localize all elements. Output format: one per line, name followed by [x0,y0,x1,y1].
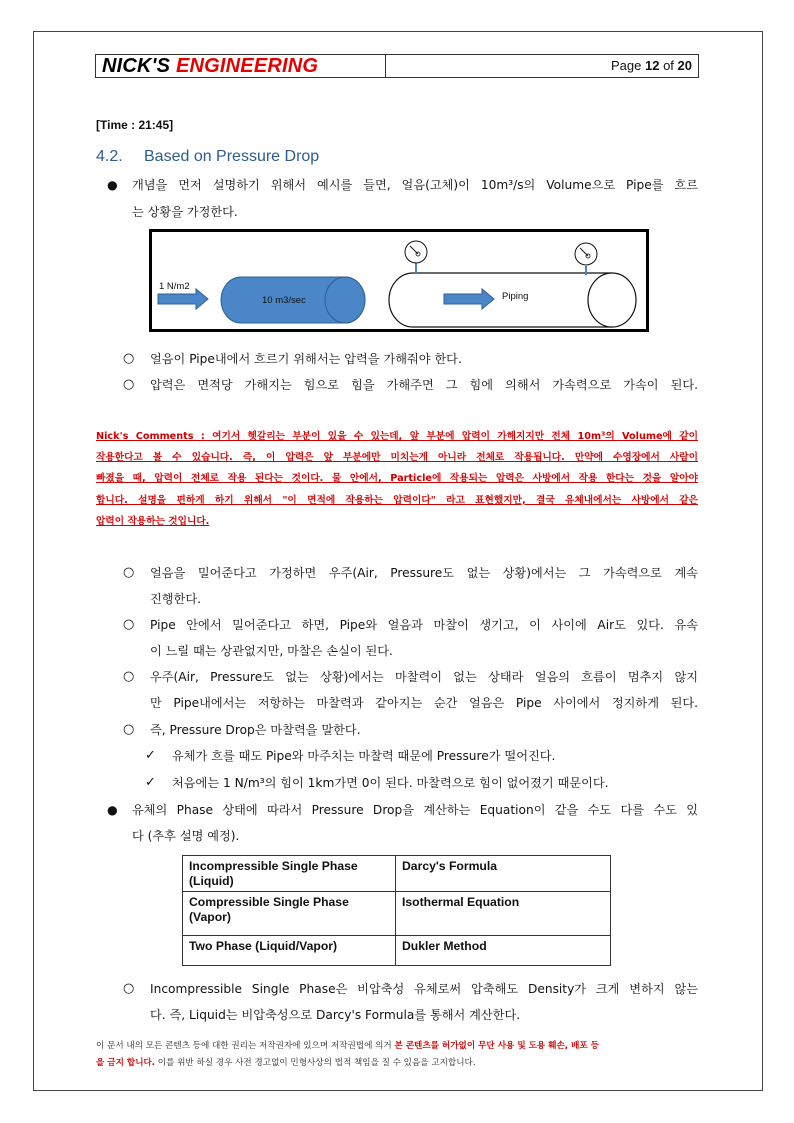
piping-label: Piping [502,291,529,302]
timestamp: [Time : 21:45] [96,118,174,132]
section-heading [96,148,319,166]
pipe-body [389,273,612,327]
pressure-gauge-icon [405,241,427,273]
table-row [183,856,611,892]
page-of: of [663,58,674,73]
phase-equation-table [182,855,611,966]
checkmark-icon: ✓ [145,775,156,790]
section-number: 4.2. [96,148,123,165]
page-total: 20 [677,58,692,73]
point-4-line-2: 이 느릴 때는 상관없지만, 마찰은 손실이 된다. [150,644,393,658]
phase-line-1: 유체의 Phase 상태에 따라서 Pressure Drop을 계산하는 Equation이 같을 수도 다를 수도 있 [132,803,698,817]
bullet-icon: ● [107,178,118,192]
footer-text-2: 이를 위반 하실 경우 사전 경고없이 민형사상의 법적 책임을 질 수 있음을 고지합니다. [155,1058,476,1068]
footer-warning-2: 을 금지 합니다. [96,1058,156,1068]
brand-logo [96,55,386,77]
circle-bullet-icon: ○ [123,565,135,580]
brand-name-part1: NICK'S [102,55,171,77]
table-cell-phase: Two Phase (Liquid/Vapor) [183,935,396,965]
page-current: 12 [644,58,660,73]
point-6: 즉, Pressure Drop은 마찰력을 말한다. [150,723,361,737]
point-3-line-2: 진행한다. [150,592,201,606]
pressure-label: 1 N/m2 [159,281,190,292]
ice-cylinder-end [325,277,365,323]
check-2: 처음에는 1 N/m³의 힘이 1km가면 0이 된다. 마찰력으로 힘이 없어졌기 때문이다. [172,776,609,790]
pipe-flow-diagram [149,229,649,332]
nicks-comments [96,426,698,532]
comment-line: 빠졌을 때, 압력이 전체로 작용 된다는 것이다. 물 안에서, Particle에 작용되는 압력은 사방에서 작용 한다는 것을 알아야 [96,473,698,485]
table-cell-phase: Incompressible Single Phase (Liquid) [183,856,396,892]
bullet-icon: ● [107,803,118,817]
table-cell-phase: Compressible Single Phase (Vapor) [183,892,396,935]
point-1: 얼음이 Pipe내에서 흐르기 위해서는 압력을 가해줘야 한다. [150,352,462,366]
checkmark-icon: ✓ [145,748,156,763]
circle-bullet-icon: ○ [123,617,135,632]
page-indicator [386,55,698,77]
circle-bullet-icon: ○ [123,722,135,737]
circle-bullet-icon: ○ [123,981,135,996]
volume-label: 10 m3/sec [262,295,306,306]
point-5-line-1: 우주(Air, Pressure도 없는 상황)에서는 마찰력이 없는 상태라 얼음의 흐름이 멈추지 않지 [150,670,698,684]
section-title: Based on Pressure Drop [144,148,320,165]
pipe-end [588,273,636,327]
comment-line: Nick's Comments : 여기서 헷갈리는 부분이 있을 수 있는데, 앞 부분에 압력이 가해지지만 전체 10m³의 Volume에 같이 [96,431,698,442]
flow-arrow-icon [444,289,494,309]
point-2: 압력은 면적당 가해지는 힘으로 힘을 가해주면 그 힘에 의해서 가속력으로 가속이 된다. [150,378,698,392]
brand-name-part2: ENGINEERING [170,55,319,77]
circle-bullet-icon: ○ [123,669,135,684]
diagram-svg [152,232,646,329]
intro-line-1: 개념을 먼저 설명하기 위해서 예시를 들면, 얼음(고체)이 10m³/s의 Volume으로 Pipe를 흐르 [132,178,698,192]
comment-line: 합니다. 설명을 편하게 하기 위해서 "이 면적에 작용하는 압력이다" 라고 표현했지만, 결국 유체내에서는 사방에서 같은 [96,494,698,506]
copyright-notice [96,1038,698,1072]
table-cell-method: Darcy's Formula [396,856,611,892]
table-cell-method: Isothermal Equation [396,892,611,935]
phase-line-2: 다 (추후 설명 예정). [132,829,240,843]
footer-text-1: 이 문서 내의 모든 콘텐츠 등에 대한 권리는 저작권자에 있으며 저작권법에 의거 [96,1041,395,1051]
footer-warning-1: 본 콘텐츠를 허가없이 무단 사용 및 도용 훼손, 배포 등 [394,1041,599,1051]
page-bottom-rule [33,1090,763,1091]
table-cell-method: Dukler Method [396,935,611,965]
page-header [95,54,699,78]
point-5-line-2: 만 Pipe내에서는 저항하는 마찰력과 같아지는 순간 얼음은 Pipe 사이에서 정지하게 된다. [150,696,698,710]
point-3-line-1: 얼음을 밀어준다고 가정하면 우주(Air, Pressure도 없는 상황)에서는 그 가속력으로 계속 [150,566,698,580]
last-point-line-2: 다. 즉, Liquid는 비압축성으로 Darcy's Formula를 통해서 계산한다. [150,1008,521,1022]
table-row [183,935,611,965]
comment-line: 압력이 작용하는 것입니다. [96,515,210,527]
pressure-arrow-icon [158,289,208,309]
last-point-line-1: Incompressible Single Phase은 비압축성 유체로써 압축해도 Density가 크게 변하지 않는 [150,982,698,996]
circle-bullet-icon: ○ [123,377,135,392]
circle-bullet-icon: ○ [123,351,135,366]
page-label: Page [610,58,642,73]
point-4-line-1: Pipe 안에서 밀어준다고 하면, Pipe와 얼음과 마찰이 생기고, 이 사이에 Air도 있다. 유속 [150,618,698,632]
check-1: 유체가 흐를 때도 Pipe와 마주치는 마찰력 때문에 Pressure가 떨어진다. [172,749,556,763]
comment-line: 작용한다고 볼 수 있습니다. 즉, 이 압력은 앞 부분에만 미치는게 아니라 전체로 작용됩니다. 만약에 수영장에서 사람이 [96,452,698,464]
table-row [183,892,611,935]
intro-line-2: 는 상황을 가정한다. [132,205,238,219]
pressure-gauge-icon [575,243,597,275]
